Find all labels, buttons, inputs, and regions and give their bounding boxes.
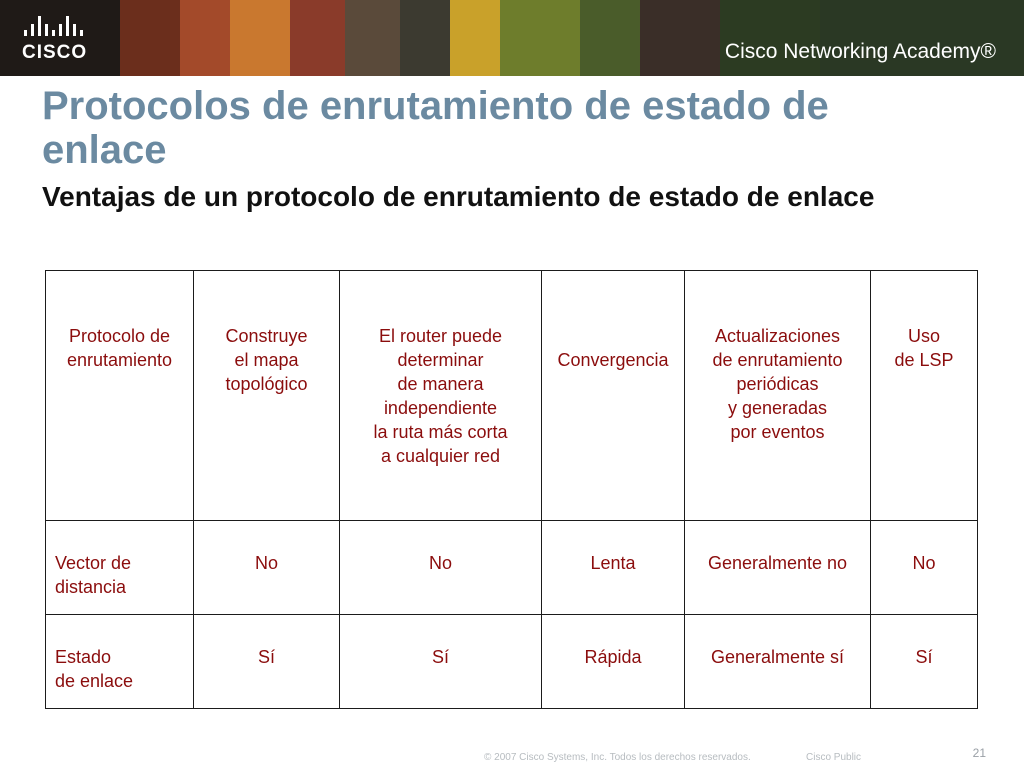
header-cell-shortest-path — [340, 271, 542, 521]
photo-strip-5 — [345, 0, 400, 76]
footer-copyright: © 2007 Cisco Systems, Inc. Todos los derechos reservados. — [484, 752, 751, 763]
cisco-logo-text: CISCO — [22, 42, 88, 63]
photo-strip-4 — [290, 0, 345, 76]
table-cell: Rápida — [542, 615, 685, 709]
row-label-distance-vector: Vector de distancia — [46, 521, 194, 615]
header-cell-updates — [685, 271, 871, 521]
table-cell: Generalmente no — [685, 521, 871, 615]
photo-strip-11 — [720, 0, 820, 76]
footer-classification: Cisco Public — [806, 752, 862, 763]
table-cell: Generalmente sí — [685, 615, 871, 709]
photo-strip-8 — [500, 0, 580, 76]
table-header-row — [46, 271, 978, 521]
header-cell-protocol — [46, 271, 194, 521]
photo-strip-6 — [400, 0, 450, 76]
table-cell: Lenta — [542, 521, 685, 615]
header-protocol-text: Protocolo de enrutamiento — [66, 326, 173, 370]
table-cell: No — [194, 521, 340, 615]
photo-strip-9 — [580, 0, 640, 76]
slide-subtitle: Ventajas de un protocolo de enrutamiento de estado de enlace — [42, 181, 875, 212]
header-cell-convergence — [542, 271, 685, 521]
photo-strip-3 — [230, 0, 290, 76]
header-cell-lsp — [871, 271, 978, 521]
header-cell-topology — [194, 271, 340, 521]
header-topology-text: Construye el mapa topológico — [225, 326, 308, 394]
table-row — [46, 521, 978, 615]
photo-strip-2 — [180, 0, 230, 76]
photo-strip-12 — [820, 0, 1024, 76]
slide-title: Protocolos de enrutamiento de estado de enlace — [42, 84, 829, 172]
header-shortest-path-text: El router puede determinar de manera independiente la ruta más corta a cualquier red — [373, 326, 508, 466]
header-updates-text: Actualizaciones de enrutamiento periódicas y generadas por eventos — [712, 326, 843, 442]
table-cell: Sí — [871, 615, 978, 709]
page-number: 21 — [972, 746, 986, 760]
header-banner — [0, 0, 1024, 76]
header-lsp-text: Uso de LSP — [894, 326, 954, 370]
academy-name: Cisco Networking Academy® — [724, 40, 996, 63]
table-cell: Sí — [194, 615, 340, 709]
photo-strip-7 — [450, 0, 500, 76]
table-row — [46, 615, 978, 709]
table-cell: Sí — [340, 615, 542, 709]
header-convergence-text: Convergencia — [557, 350, 669, 370]
table-cell: No — [340, 521, 542, 615]
comparison-table — [45, 270, 978, 709]
row-label-link-state: Estado de enlace — [46, 615, 194, 709]
table-cell: No — [871, 521, 978, 615]
photo-strip-10 — [640, 0, 720, 76]
cisco-bars-icon — [24, 14, 102, 36]
photo-strip-1 — [120, 0, 180, 76]
cisco-logo — [22, 14, 102, 64]
